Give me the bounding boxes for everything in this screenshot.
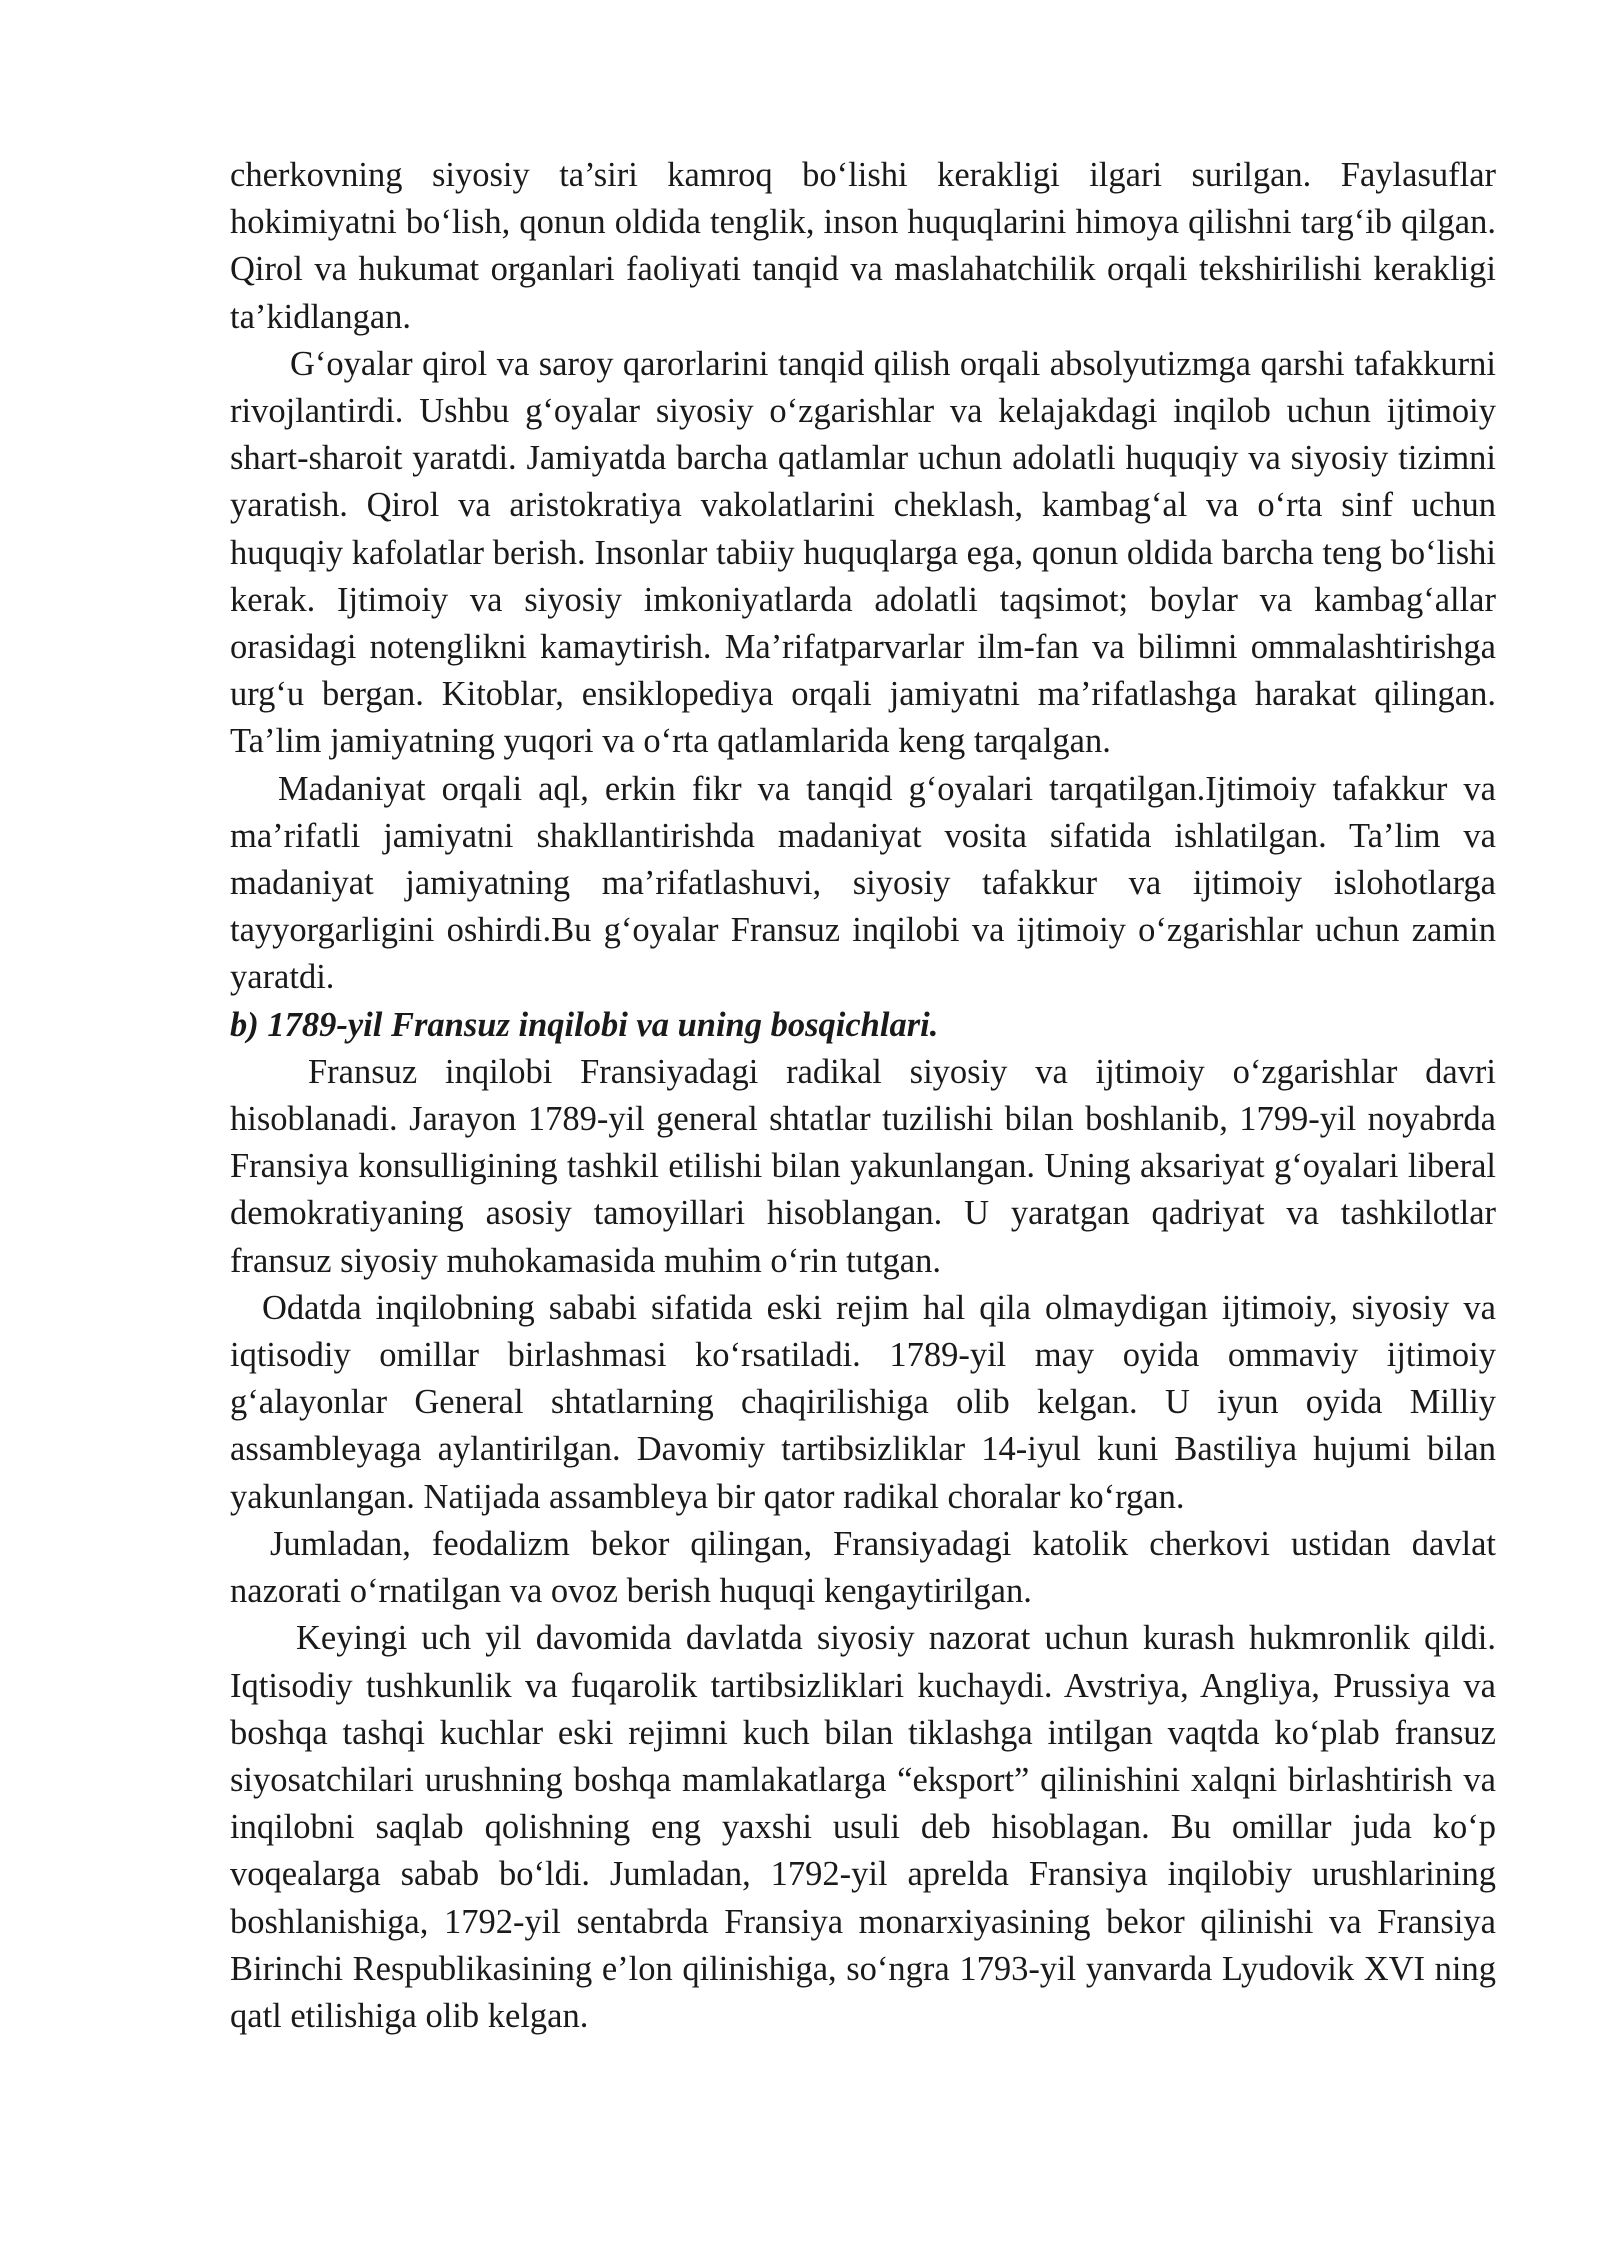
paragraph-french-revolution-intro: Fransuz inqilobi Fransiyadagi radikal siyosiy va ijtimoiy o‘zgarishlar davri hisoblanadi. Jarayon 1789-yil general shtatlar tuzilishi bilan boshlanib, 1799-yil noyabrda Fransiya konsulligining tashkil etilishi bilan yakunlangan. Uning aksariyat g‘oyalari liberal demokratiyaning asosiy tamoyillari hisoblangan. U yaratgan qadriyat va tashkilotlar fransuz siyosiy muhokamasida muhim o‘rin tutgan. (230, 1052, 1496, 1280)
document-page (230, 152, 1496, 2040)
paragraph-next-three-years: Keyingi uch yil davomida davlatda siyosiy nazorat uchun kurash hukmronlik qildi. Iqtisodiy tushkunlik va fuqarolik tartibsizliklari kuchaydi. Avstriya, Angliya, Prussiya va boshqa tashqi kuchlar eski rejimni kuch bilan tiklashga intilgan vaqtda ko‘plab fransuz siyosatchilari urushning boshqa mamlakatlarga “eksport” qilinishini xalqni birlashtirish va inqilobni saqlab qolishning eng yaxshi usuli deb hisoblagan. Bu omillar juda ko‘p voqealarga sabab bo‘ldi. Jumladan, 1792-yil aprelda Fransiya inqilobiy urushlarining boshlanishiga, 1792-yil sentabrda Fransiya monarxiyasining bekor qilinishi va Fransiya Birinchi Respublikasining e’lon qilinishiga, so‘ngra 1793-yil yanvarda Lyudovik XVI ning qatl etilishiga olib kelgan. (230, 1619, 1496, 2035)
paragraph-culture: Madaniyat orqali aql, erkin fikr va tanqid g‘oyalari tarqatilgan.Ijtimoiy tafakkur va ma’rifatli jamiyatni shakllantirishda madaniyat vosita sifatida ishlatilgan. Ta’lim va madaniyat jamiyatning ma’rifatlashuvi, siyosiy tafakkur va ijtimoiy islohotlarga tayyorgarligini oshirdi.Bu g‘oyalar Fransuz inqilobi va ijtimoiy o‘zgarishlar uchun zamin yaratdi. (230, 769, 1496, 997)
paragraph-continuation: cherkovning siyosiy ta’siri kamroq bo‘lishi kerakligi ilgari surilgan. Faylasuflar hokimiyatni bo‘lish, qonun oldida tenglik, inson huquqlarini himoya qilishni targ‘ib qilgan. Qirol va hukumat organlari faoliyati tanqid va maslahatchilik orqali tekshirilishi kerakligi ta’kidlangan. (230, 156, 1496, 336)
section-heading: b) 1789-yil Fransuz inqilobi va uning bosqichlari. (230, 1005, 939, 1044)
paragraph-ideas-absolutism: G‘oyalar qirol va saroy qarorlarini tanqid qilish orqali absolyutizmga qarshi tafakkurni rivojlantirdi. Ushbu g‘oyalar siyosiy o‘zgarishlar va kelajakdagi inqilob uchun ijtimoiy shart-sharoit yaratdi. Jamiyatda barcha qatlamlar uchun adolatli huquqiy va siyosiy tizimni yaratish. Qirol va aristokratiya vakolatlarini cheklash, kambag‘al va o‘rta sinf uchun huquqiy kafolatlar berish. Insonlar tabiiy huquqlarga ega, qonun oldida barcha teng bo‘lishi kerak. Ijtimoiy va siyosiy imkoniyatlarda adolatli taqsimot; boylar va kambag‘allar orasidagi notenglikni kamaytirish. Ma’rifatparvarlar ilm-fan va bilimni ommalashtirishga urg‘u bergan. Kitoblar, ensiklopediya orqali jamiyatni ma’rifatlashga harakat qilingan. Ta’lim jamiyatning yuqori va o‘rta qatlamlarida keng tarqalgan. (230, 344, 1496, 761)
paragraph-revolution-causes: Odatda inqilobning sababi sifatida eski rejim hal qila olmaydigan ijtimoiy, siyosiy va iqtisodiy omillar birlashmasi ko‘rsatiladi. 1789-yil may oyida ommaviy ijtimoiy g‘alayonlar General shtatlarning chaqirilishiga olib kelgan. U iyun oyida Milliy assambleyaga aylantirilgan. Davomiy tartibsizliklar 14-iyul kuni Bastiliya hujumi bilan yakunlangan. Natijada assambleya bir qator radikal choralar ko‘rgan. (230, 1288, 1496, 1516)
paragraph-feudalism: Jumladan, feodalizm bekor qilingan, Fransiyadagi katolik cherkovi ustidan davlat nazorati o‘rnatilgan va ovoz berish huquqi kengaytirilgan. (230, 1524, 1496, 1611)
